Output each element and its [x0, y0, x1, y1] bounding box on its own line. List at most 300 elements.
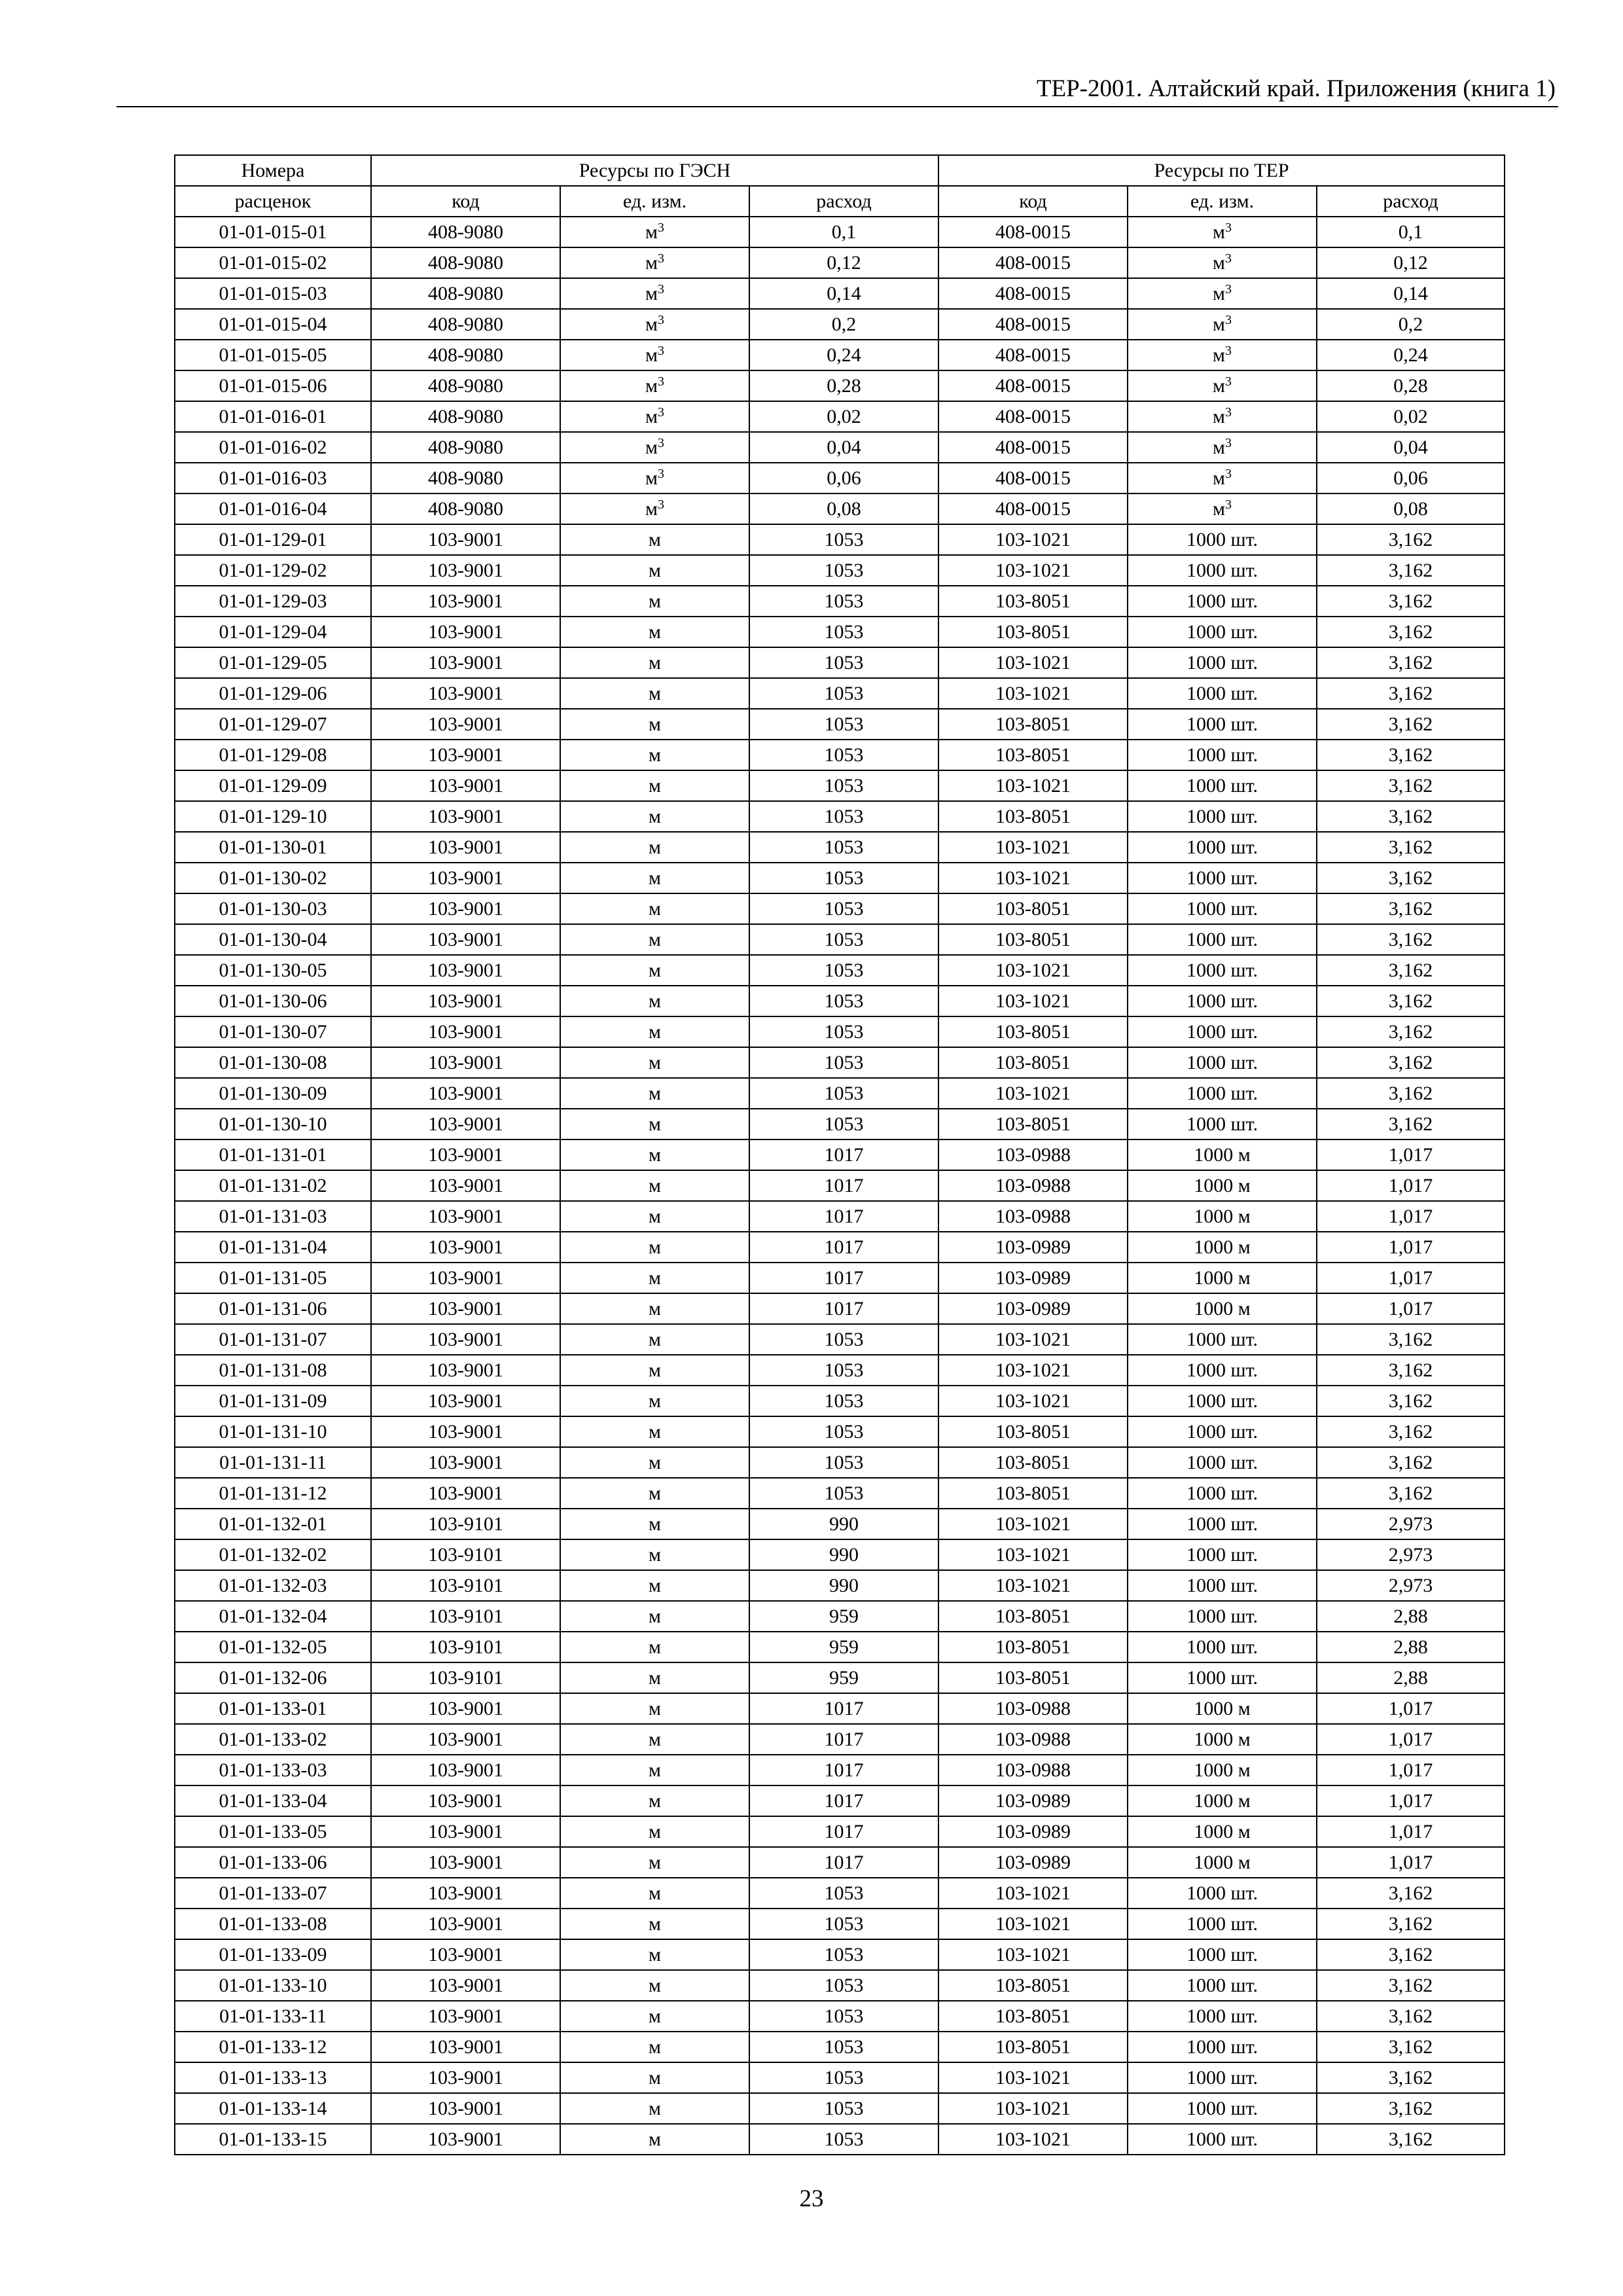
cell-gesn-consumption: 1053	[749, 524, 938, 555]
table-header-row	[175, 155, 1505, 186]
cell-ter-code: 103-8051	[938, 1109, 1128, 1139]
cell-ter-consumption: 3,162	[1317, 647, 1505, 678]
cell-ter-consumption: 3,162	[1317, 524, 1505, 555]
cell-gesn-consumption: 959	[749, 1632, 938, 1662]
table-row	[175, 1416, 1505, 1447]
cell-ter-code: 103-1021	[938, 955, 1128, 986]
cell-ter-code: 103-8051	[938, 1662, 1128, 1693]
table-row	[175, 217, 1505, 247]
cell-gesn-unit: м	[560, 986, 749, 1016]
cell-ter-consumption: 1,017	[1317, 1139, 1505, 1170]
cell-ter-consumption: 0,2	[1317, 309, 1505, 340]
cell-rate-number: 01-01-016-02	[175, 432, 371, 463]
header-ter-consumption: расход	[1317, 186, 1505, 217]
cell-gesn-unit: м	[560, 770, 749, 801]
cell-ter-code: 103-1021	[938, 1078, 1128, 1109]
cell-rate-number: 01-01-130-05	[175, 955, 371, 986]
cell-gesn-unit: м	[560, 1324, 749, 1355]
table-row	[175, 1201, 1505, 1232]
cell-gesn-consumption: 1053	[749, 1324, 938, 1355]
cell-rate-number: 01-01-015-05	[175, 340, 371, 370]
cell-ter-unit: $м^3$	[1128, 309, 1317, 340]
cell-ter-unit: 1000 м	[1128, 1139, 1317, 1170]
cell-gesn-consumption: 1053	[749, 924, 938, 955]
cell-ter-code: 103-1021	[938, 1324, 1128, 1355]
cell-rate-number: 01-01-130-01	[175, 832, 371, 863]
table-row	[175, 524, 1505, 555]
table-row	[175, 986, 1505, 1016]
cell-ter-code: 103-8051	[938, 1970, 1128, 2001]
cell-gesn-consumption: 1053	[749, 2093, 938, 2124]
cell-gesn-unit: м	[560, 2062, 749, 2093]
cell-gesn-unit: м	[560, 1601, 749, 1632]
cell-ter-consumption: 1,017	[1317, 1755, 1505, 1785]
cell-ter-consumption: 0,12	[1317, 247, 1505, 278]
cell-ter-consumption: 1,017	[1317, 1785, 1505, 1816]
cell-gesn-unit: м	[560, 1447, 749, 1478]
cell-rate-number: 01-01-131-03	[175, 1201, 371, 1232]
cell-gesn-code: 408-9080	[371, 247, 560, 278]
cell-gesn-code: 103-9101	[371, 1570, 560, 1601]
table-row	[175, 1909, 1505, 1939]
cell-ter-unit: 1000 м	[1128, 1232, 1317, 1263]
header-ter-unit: ед. изм.	[1128, 186, 1317, 217]
cell-ter-unit: 1000 шт.	[1128, 2093, 1317, 2124]
cell-gesn-unit: м	[560, 1263, 749, 1293]
cell-ter-code: 103-1021	[938, 1509, 1128, 1539]
cell-gesn-consumption: 1017	[749, 1755, 938, 1785]
cell-gesn-unit: м	[560, 955, 749, 986]
cell-ter-consumption: 0,24	[1317, 340, 1505, 370]
cell-ter-code: 103-8051	[938, 1632, 1128, 1662]
cell-gesn-consumption: 990	[749, 1509, 938, 1539]
cell-gesn-consumption: 0,12	[749, 247, 938, 278]
cell-ter-consumption: 3,162	[1317, 2124, 1505, 2155]
cell-rate-number: 01-01-133-12	[175, 2032, 371, 2062]
cell-ter-unit: 1000 шт.	[1128, 1478, 1317, 1509]
cell-gesn-code: 103-9001	[371, 986, 560, 1016]
header-ter-code: код	[938, 186, 1128, 217]
table-row	[175, 1755, 1505, 1785]
cell-ter-consumption: 3,162	[1317, 986, 1505, 1016]
cell-ter-unit: 1000 шт.	[1128, 986, 1317, 1016]
cell-gesn-unit: м	[560, 1570, 749, 1601]
cell-ter-unit: $м^3$	[1128, 370, 1317, 401]
cell-gesn-consumption: 1053	[749, 893, 938, 924]
cell-gesn-unit: м	[560, 1201, 749, 1232]
cell-ter-code: 103-1021	[938, 2062, 1128, 2093]
cell-rate-number: 01-01-129-04	[175, 617, 371, 647]
cell-gesn-consumption: 1053	[749, 678, 938, 709]
cell-rate-number: 01-01-130-06	[175, 986, 371, 1016]
cell-gesn-code: 103-9001	[371, 863, 560, 893]
table-row	[175, 1078, 1505, 1109]
cell-ter-unit: 1000 м	[1128, 1755, 1317, 1785]
cell-gesn-code: 103-9101	[371, 1632, 560, 1662]
cell-gesn-code: 103-9101	[371, 1509, 560, 1539]
cell-ter-consumption: 3,162	[1317, 770, 1505, 801]
cell-ter-consumption: 3,162	[1317, 1970, 1505, 2001]
cell-ter-consumption: 2,88	[1317, 1601, 1505, 1632]
header-gesn-code: код	[371, 186, 560, 217]
cell-ter-code: 103-0988	[938, 1755, 1128, 1785]
cell-ter-code: 103-1021	[938, 832, 1128, 863]
table-row	[175, 770, 1505, 801]
cell-ter-code: 103-8051	[938, 2032, 1128, 2062]
cell-gesn-unit: м	[560, 678, 749, 709]
cell-ter-consumption: 3,162	[1317, 955, 1505, 986]
cell-ter-unit: 1000 м	[1128, 1693, 1317, 1724]
cell-ter-code: 103-1021	[938, 2093, 1128, 2124]
cell-ter-consumption: 3,162	[1317, 1109, 1505, 1139]
header-gesn-group: Ресурсы по ГЭСН	[371, 155, 938, 186]
cell-gesn-code: 408-9080	[371, 278, 560, 309]
cell-ter-consumption: 1,017	[1317, 1170, 1505, 1201]
cell-ter-consumption: 0,14	[1317, 278, 1505, 309]
cell-ter-consumption: 3,162	[1317, 2032, 1505, 2062]
cell-rate-number: 01-01-130-08	[175, 1047, 371, 1078]
cell-gesn-code: 103-9101	[371, 1662, 560, 1693]
table-row	[175, 1324, 1505, 1355]
cell-ter-consumption: 3,162	[1317, 1047, 1505, 1078]
cell-ter-unit: 1000 шт.	[1128, 924, 1317, 955]
cell-ter-consumption: 2,973	[1317, 1509, 1505, 1539]
table-row	[175, 1386, 1505, 1416]
table-row	[175, 401, 1505, 432]
cell-gesn-code: 103-9001	[371, 1016, 560, 1047]
table-row	[175, 1816, 1505, 1847]
cell-gesn-unit: $м^3$	[560, 432, 749, 463]
cell-ter-code: 103-8051	[938, 924, 1128, 955]
cell-ter-consumption: 2,88	[1317, 1632, 1505, 1662]
cell-rate-number: 01-01-129-05	[175, 647, 371, 678]
cell-gesn-unit: м	[560, 1509, 749, 1539]
cell-rate-number: 01-01-015-01	[175, 217, 371, 247]
cell-ter-consumption: 2,973	[1317, 1570, 1505, 1601]
cell-gesn-code: 103-9001	[371, 1293, 560, 1324]
cell-gesn-code: 103-9001	[371, 832, 560, 863]
cell-ter-unit: 1000 шт.	[1128, 1662, 1317, 1693]
cell-gesn-code: 103-9001	[371, 801, 560, 832]
cell-rate-number: 01-01-016-03	[175, 463, 371, 493]
cell-ter-code: 103-1021	[938, 1539, 1128, 1570]
cell-ter-consumption: 2,88	[1317, 1662, 1505, 1693]
cell-gesn-unit: м	[560, 1386, 749, 1416]
cell-gesn-code: 103-9001	[371, 1755, 560, 1785]
cell-ter-consumption: 3,162	[1317, 893, 1505, 924]
cell-ter-consumption: 1,017	[1317, 1232, 1505, 1263]
cell-gesn-code: 408-9080	[371, 463, 560, 493]
table-row	[175, 340, 1505, 370]
header-rate-numbers-bottom: расценок	[175, 186, 371, 217]
cell-gesn-consumption: 1053	[749, 1016, 938, 1047]
header-ter-group: Ресурсы по ТЕР	[938, 155, 1505, 186]
cell-rate-number: 01-01-129-10	[175, 801, 371, 832]
cell-gesn-consumption: 1017	[749, 1816, 938, 1847]
cell-ter-unit: 1000 шт.	[1128, 1878, 1317, 1909]
header-rate-numbers-top: Номера	[175, 155, 371, 186]
cell-gesn-code: 103-9001	[371, 1201, 560, 1232]
cell-ter-unit: 1000 шт.	[1128, 863, 1317, 893]
cell-gesn-consumption: 1053	[749, 1970, 938, 2001]
header-gesn-unit: ед. изм.	[560, 186, 749, 217]
cell-gesn-consumption: 1053	[749, 1478, 938, 1509]
cell-rate-number: 01-01-132-01	[175, 1509, 371, 1539]
table-header	[175, 155, 1505, 217]
table-row	[175, 247, 1505, 278]
table-row	[175, 2062, 1505, 2093]
cell-gesn-consumption: 1053	[749, 863, 938, 893]
table-row	[175, 740, 1505, 770]
cell-ter-code: 103-1021	[938, 1570, 1128, 1601]
cell-ter-code: 103-1021	[938, 986, 1128, 1016]
table-row	[175, 1601, 1505, 1632]
cell-gesn-unit: м	[560, 586, 749, 617]
table-row	[175, 1232, 1505, 1263]
cell-ter-unit: 1000 шт.	[1128, 524, 1317, 555]
cell-gesn-unit: м	[560, 1078, 749, 1109]
cell-ter-unit: 1000 шт.	[1128, 647, 1317, 678]
cell-ter-unit: $м^3$	[1128, 247, 1317, 278]
cell-gesn-consumption: 1017	[749, 1170, 938, 1201]
cell-gesn-consumption: 0,02	[749, 401, 938, 432]
cell-gesn-consumption: 1053	[749, 2001, 938, 2032]
cell-ter-code: 103-8051	[938, 1447, 1128, 1478]
cell-rate-number: 01-01-133-03	[175, 1755, 371, 1785]
cell-gesn-unit: м	[560, 1478, 749, 1509]
cell-ter-consumption: 0,04	[1317, 432, 1505, 463]
cell-gesn-code: 103-9001	[371, 1785, 560, 1816]
table-row	[175, 1693, 1505, 1724]
cell-ter-unit: 1000 м	[1128, 1263, 1317, 1293]
cell-rate-number: 01-01-132-02	[175, 1539, 371, 1570]
cell-ter-unit: 1000 м	[1128, 1293, 1317, 1324]
cell-gesn-code: 103-9001	[371, 893, 560, 924]
cell-ter-code: 103-0989	[938, 1816, 1128, 1847]
table-row	[175, 2124, 1505, 2155]
cell-ter-consumption: 1,017	[1317, 1293, 1505, 1324]
cell-gesn-unit: м	[560, 524, 749, 555]
cell-ter-code: 103-1021	[938, 678, 1128, 709]
cell-gesn-consumption: 1053	[749, 2062, 938, 2093]
cell-gesn-unit: $м^3$	[560, 493, 749, 524]
cell-ter-consumption: 1,017	[1317, 1816, 1505, 1847]
table-row	[175, 1447, 1505, 1478]
cell-ter-consumption: 3,162	[1317, 863, 1505, 893]
cell-ter-unit: 1000 шт.	[1128, 1016, 1317, 1047]
cell-gesn-unit: м	[560, 1878, 749, 1909]
cell-gesn-unit: м	[560, 1139, 749, 1170]
cell-gesn-consumption: 0,2	[749, 309, 938, 340]
cell-gesn-consumption: 1053	[749, 986, 938, 1016]
cell-ter-unit: 1000 м	[1128, 1170, 1317, 1201]
cell-ter-consumption: 3,162	[1317, 1078, 1505, 1109]
cell-gesn-unit: м	[560, 1293, 749, 1324]
table-row	[175, 555, 1505, 586]
cell-gesn-code: 408-9080	[371, 493, 560, 524]
cell-rate-number: 01-01-129-01	[175, 524, 371, 555]
cell-ter-code: 103-8051	[938, 617, 1128, 647]
page-number: 23	[799, 2185, 824, 2212]
cell-gesn-consumption: 1053	[749, 555, 938, 586]
cell-rate-number: 01-01-131-12	[175, 1478, 371, 1509]
cell-rate-number: 01-01-131-08	[175, 1355, 371, 1386]
cell-ter-unit: 1000 м	[1128, 1785, 1317, 1816]
cell-gesn-unit: м	[560, 2001, 749, 2032]
table-row	[175, 586, 1505, 617]
cell-rate-number: 01-01-132-04	[175, 1601, 371, 1632]
cell-ter-consumption: 3,162	[1317, 1416, 1505, 1447]
cell-gesn-code: 103-9001	[371, 1724, 560, 1755]
cell-rate-number: 01-01-133-09	[175, 1939, 371, 1970]
cell-gesn-consumption: 1053	[749, 832, 938, 863]
cell-ter-consumption: 3,162	[1317, 2001, 1505, 2032]
cell-gesn-unit: м	[560, 2124, 749, 2155]
cell-ter-unit: 1000 шт.	[1128, 832, 1317, 863]
cell-ter-code: 103-1021	[938, 1355, 1128, 1386]
cell-ter-unit: $м^3$	[1128, 432, 1317, 463]
cell-ter-consumption: 3,162	[1317, 617, 1505, 647]
cell-gesn-code: 103-9001	[371, 2032, 560, 2062]
cell-ter-consumption: 3,162	[1317, 740, 1505, 770]
cell-ter-consumption: 3,162	[1317, 2062, 1505, 2093]
cell-ter-unit: 1000 шт.	[1128, 1970, 1317, 2001]
cell-ter-code: 103-8051	[938, 1047, 1128, 1078]
cell-gesn-consumption: 1053	[749, 586, 938, 617]
cell-ter-unit: 1000 шт.	[1128, 955, 1317, 986]
cell-gesn-code: 103-9001	[371, 586, 560, 617]
cell-gesn-code: 103-9001	[371, 924, 560, 955]
table-row	[175, 432, 1505, 463]
table-row	[175, 1263, 1505, 1293]
cell-gesn-code: 103-9001	[371, 555, 560, 586]
cell-ter-unit: 1000 шт.	[1128, 740, 1317, 770]
cell-gesn-consumption: 1017	[749, 1693, 938, 1724]
cell-gesn-code: 103-9001	[371, 770, 560, 801]
header-gesn-consumption: расход	[749, 186, 938, 217]
cell-ter-code: 103-8051	[938, 1478, 1128, 1509]
cell-ter-code: 103-8051	[938, 1601, 1128, 1632]
cell-ter-code: 103-0989	[938, 1263, 1128, 1293]
cell-gesn-code: 103-9001	[371, 617, 560, 647]
cell-rate-number: 01-01-131-02	[175, 1170, 371, 1201]
table-row	[175, 1724, 1505, 1755]
cell-ter-code: 103-0988	[938, 1201, 1128, 1232]
table-row	[175, 1139, 1505, 1170]
cell-gesn-code: 103-9001	[371, 709, 560, 740]
cell-ter-code: 103-0988	[938, 1693, 1128, 1724]
cell-rate-number: 01-01-131-06	[175, 1293, 371, 1324]
cell-gesn-consumption: 1053	[749, 1416, 938, 1447]
cell-ter-code: 408-0015	[938, 309, 1128, 340]
cell-ter-unit: 1000 шт.	[1128, 1939, 1317, 1970]
cell-rate-number: 01-01-131-10	[175, 1416, 371, 1447]
table-row	[175, 2093, 1505, 2124]
cell-rate-number: 01-01-133-11	[175, 2001, 371, 2032]
cell-gesn-code: 408-9080	[371, 340, 560, 370]
cell-rate-number: 01-01-016-04	[175, 493, 371, 524]
cell-rate-number: 01-01-132-03	[175, 1570, 371, 1601]
cell-ter-consumption: 3,162	[1317, 1878, 1505, 1909]
cell-ter-unit: 1000 шт.	[1128, 1632, 1317, 1662]
cell-gesn-code: 103-9001	[371, 647, 560, 678]
cell-gesn-consumption: 1053	[749, 1078, 938, 1109]
cell-gesn-consumption: 1053	[749, 1109, 938, 1139]
table-row	[175, 370, 1505, 401]
cell-gesn-unit: м	[560, 924, 749, 955]
cell-rate-number: 01-01-129-06	[175, 678, 371, 709]
cell-ter-unit: 1000 шт.	[1128, 2032, 1317, 2062]
cell-gesn-consumption: 0,08	[749, 493, 938, 524]
cell-gesn-code: 103-9001	[371, 1878, 560, 1909]
cell-gesn-code: 103-9001	[371, 2093, 560, 2124]
cell-rate-number: 01-01-132-06	[175, 1662, 371, 1693]
cell-rate-number: 01-01-131-05	[175, 1263, 371, 1293]
cell-rate-number: 01-01-131-11	[175, 1447, 371, 1478]
cell-gesn-unit: м	[560, 832, 749, 863]
cell-gesn-unit: $м^3$	[560, 278, 749, 309]
cell-ter-consumption: 3,162	[1317, 832, 1505, 863]
cell-ter-unit: 1000 шт.	[1128, 586, 1317, 617]
cell-gesn-unit: м	[560, 1693, 749, 1724]
cell-ter-unit: 1000 шт.	[1128, 1355, 1317, 1386]
cell-gesn-consumption: 1017	[749, 1139, 938, 1170]
cell-ter-code: 103-0988	[938, 1170, 1128, 1201]
cell-ter-unit: $м^3$	[1128, 493, 1317, 524]
cell-gesn-consumption: 1017	[749, 1785, 938, 1816]
cell-rate-number: 01-01-129-03	[175, 586, 371, 617]
cell-gesn-code: 103-9001	[371, 740, 560, 770]
cell-ter-unit: 1000 шт.	[1128, 2124, 1317, 2155]
cell-gesn-unit: м	[560, 1724, 749, 1755]
cell-gesn-unit: $м^3$	[560, 340, 749, 370]
cell-ter-code: 103-8051	[938, 709, 1128, 740]
cell-ter-unit: $м^3$	[1128, 463, 1317, 493]
cell-ter-code: 103-1021	[938, 1386, 1128, 1416]
cell-gesn-consumption: 1053	[749, 1447, 938, 1478]
cell-gesn-code: 103-9001	[371, 1693, 560, 1724]
cell-rate-number: 01-01-133-04	[175, 1785, 371, 1816]
cell-gesn-code: 103-9001	[371, 1355, 560, 1386]
cell-rate-number: 01-01-130-09	[175, 1078, 371, 1109]
table-row	[175, 309, 1505, 340]
cell-ter-code: 103-1021	[938, 524, 1128, 555]
cell-ter-consumption: 0,02	[1317, 401, 1505, 432]
cell-ter-code: 103-1021	[938, 1878, 1128, 1909]
cell-gesn-unit: м	[560, 1355, 749, 1386]
cell-rate-number: 01-01-133-01	[175, 1693, 371, 1724]
cell-gesn-code: 103-9001	[371, 1139, 560, 1170]
cell-gesn-unit: м	[560, 2093, 749, 2124]
cell-gesn-unit: м	[560, 1416, 749, 1447]
table-row	[175, 463, 1505, 493]
cell-rate-number: 01-01-015-06	[175, 370, 371, 401]
cell-gesn-consumption: 1053	[749, 740, 938, 770]
table-row	[175, 493, 1505, 524]
cell-gesn-code: 103-9001	[371, 1447, 560, 1478]
cell-gesn-unit: м	[560, 1632, 749, 1662]
cell-gesn-unit: м	[560, 1170, 749, 1201]
table-row	[175, 1293, 1505, 1324]
cell-ter-consumption: 1,017	[1317, 1724, 1505, 1755]
cell-ter-unit: 1000 шт.	[1128, 1601, 1317, 1632]
cell-ter-consumption: 1,017	[1317, 1263, 1505, 1293]
table-row	[175, 1632, 1505, 1662]
cell-gesn-code: 408-9080	[371, 401, 560, 432]
cell-rate-number: 01-01-133-14	[175, 2093, 371, 2124]
cell-gesn-code: 103-9001	[371, 1047, 560, 1078]
cell-gesn-code: 103-9001	[371, 1909, 560, 1939]
